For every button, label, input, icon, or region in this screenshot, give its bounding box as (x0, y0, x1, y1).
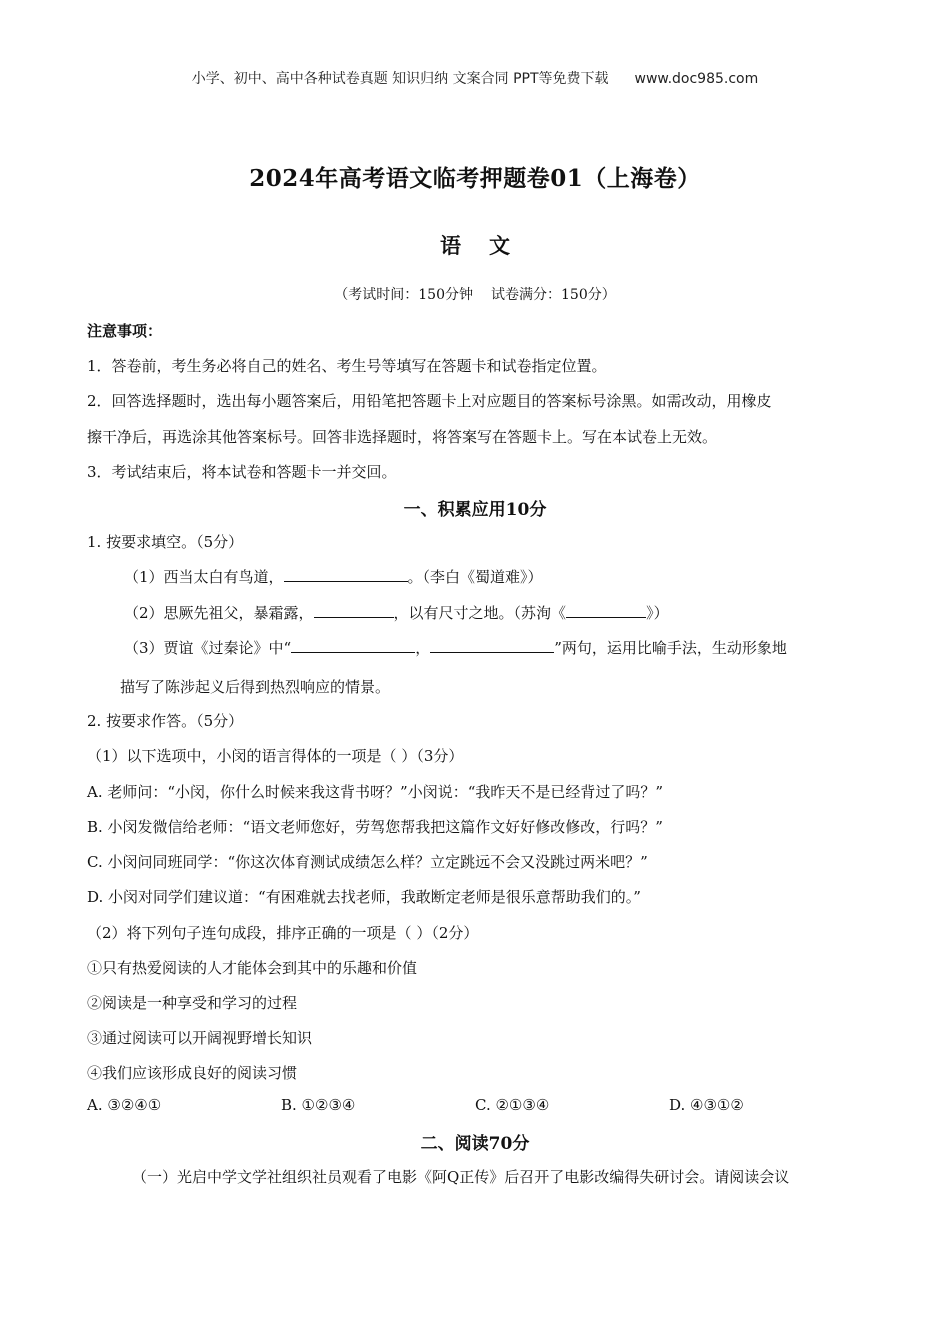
q2-stem: 2. 按要求作答。（5分） (87, 712, 244, 730)
note-item-2-cont: 擦干净后，再选涂其他答案标号。回答非选择题时，将答案写在答题卡上。写在本试卷上无效。 (87, 428, 718, 446)
order-option-d: D. ④③①② (669, 1096, 744, 1114)
q1-item-3: （3）贾谊《过秦论》中“ ， ”两句，运用比喻手法，生动形象地 (124, 639, 787, 657)
q2-option-c: C. 小闵问同班同学：“你这次体育测试成绩怎么样？立定跳远不会又没跳过两米吧？” (87, 853, 648, 871)
sentence-2: ②阅读是一种享受和学习的过程 (87, 994, 298, 1012)
q2-option-b: B. 小闵发微信给老师：“语文老师您好，劳驾您帮我把这篇作文好好修改修改，行吗？” (87, 818, 663, 836)
exam-score: 试卷满分：150分） (491, 287, 616, 303)
q2-sub2: （2）将下列句子连句成段，排序正确的一项是（ ）（2分） (87, 924, 479, 942)
exam-title: 2024年高考语文临考押题卷01（上海卷） (249, 165, 701, 192)
exam-time: （考试时间：150分钟 (334, 287, 473, 303)
q1-item-1: （1）西当太白有鸟道， 。（李白《蜀道难》） (124, 568, 543, 586)
answer-blank[interactable] (314, 603, 394, 618)
q1-stem: 1. 按要求填空。（5分） (87, 533, 244, 551)
order-option-b: B. ①②③④ (281, 1096, 356, 1114)
notes-heading: 注意事项： (87, 322, 163, 340)
order-option-a: A. ③②④① (87, 1096, 162, 1114)
note-item-3: 3．考试结束后，将本试卷和答题卡一并交回。 (87, 463, 397, 481)
header-site-link[interactable]: www.doc985.com (634, 71, 759, 87)
answer-blank[interactable] (430, 638, 554, 653)
page-header (0, 68, 950, 88)
q1-item-3-cont: 描写了陈涉起义后得到热烈响应的情景。 (120, 678, 391, 696)
section1-heading: 一、积累应用10分 (403, 500, 547, 520)
sentence-3: ③通过阅读可以开阔视野增长知识 (87, 1029, 313, 1047)
q2-option-d: D. 小闵对同学们建议道：“有困难就去找老师，我敢断定老师是很乐意帮助我们的。” (87, 888, 641, 906)
answer-blank[interactable] (284, 567, 408, 582)
note-item-2: 2．回答选择题时，选出每小题答案后，用铅笔把答题卡上对应题目的答案标号涂黑。如需改动，用橡皮 (87, 392, 772, 410)
section2-intro: （一）光启中学文学社组织社员观看了电影《阿Q正传》后召开了电影改编得失研讨会。请阅读会议 (132, 1168, 790, 1186)
exam-info (0, 284, 950, 304)
sentence-1: ①只有热爱阅读的人才能体会到其中的乐趣和价值 (87, 959, 418, 977)
answer-blank[interactable] (566, 603, 646, 618)
answer-blank[interactable] (291, 638, 415, 653)
sentence-4: ④我们应该形成良好的阅读习惯 (87, 1064, 298, 1082)
section2-heading: 二、阅读70分 (420, 1134, 530, 1154)
note-item-1: 1．答卷前，考生务必将自己的姓名、考生号等填写在答题卡和试卷指定位置。 (87, 357, 607, 375)
q2-sub1: （1）以下选项中，小闵的语言得体的一项是（ ）（3分） (87, 747, 464, 765)
order-option-c: C. ②①③④ (475, 1096, 550, 1114)
q1-item-2: （2）思厥先祖父，暴霜露， ，以有尺寸之地。（苏洵《 》） (124, 604, 669, 622)
subject-title: 语文 (440, 233, 538, 258)
q2-option-a: A. 老师问：“小闵，你什么时候来我这背书呀？”小闵说：“我昨天不是已经背过了吗？” (87, 783, 664, 801)
header-text: 小学、初中、高中各种试卷真题 知识归纳 文案合同 PPT等免费下载 (191, 71, 609, 87)
